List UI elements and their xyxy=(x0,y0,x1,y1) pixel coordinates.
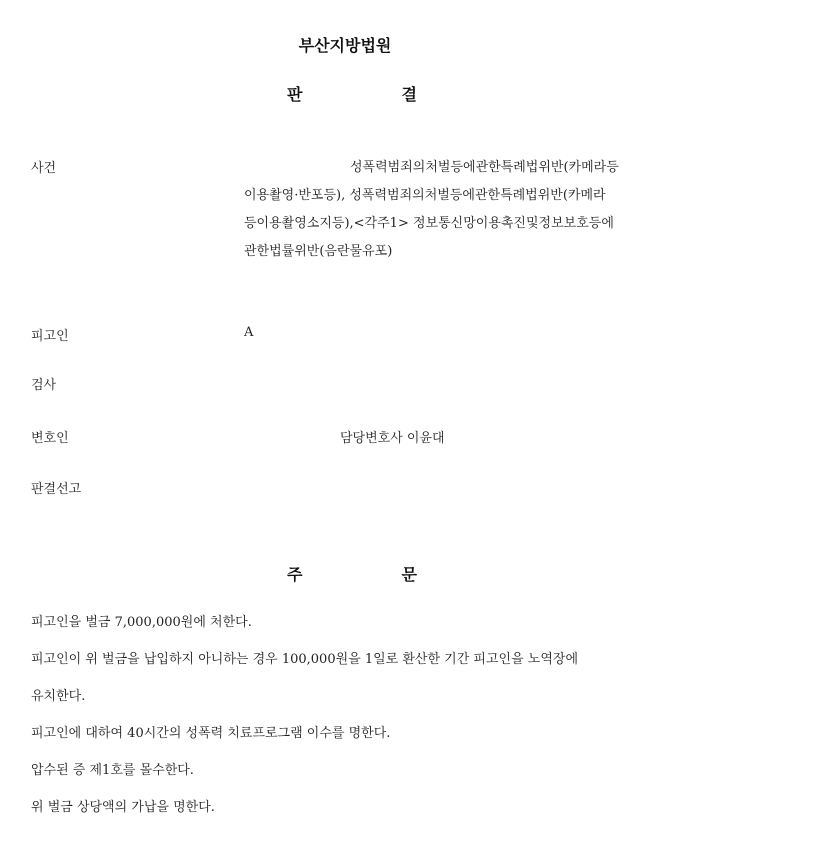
order-title-left: 주 xyxy=(287,565,303,584)
order-title-right: 문 xyxy=(401,565,417,584)
counsel-label: 변호인 xyxy=(31,431,69,446)
order-line: 피고인이 위 벌금을 납입하지 아니하는 경우 100,000원을 1일로 환산한 기간 피고인을 노역장에 xyxy=(31,652,579,667)
order-body xyxy=(31,604,711,826)
document-title-right: 결 xyxy=(401,85,417,104)
sentencing-date-label: 판결선고 xyxy=(31,482,82,497)
case-name-line: 성폭력범죄의처벌등에관한특례법위반(카메라등 xyxy=(350,160,619,175)
case-label: 사건 xyxy=(31,161,57,176)
case-name xyxy=(244,154,674,266)
document-title-left: 판 xyxy=(287,85,303,104)
order-line: 위 벌금 상당액의 가납을 명한다. xyxy=(31,800,215,815)
case-name-line: 관한법률위반(음란물유포) xyxy=(244,244,393,259)
order-title xyxy=(287,562,417,585)
case-name-line: 등이용촬영소지등),<각주1> 정보통신망이용촉진및정보보호등에 xyxy=(244,216,614,231)
prosecutor-label: 검사 xyxy=(31,378,57,393)
counsel-value: 담당변호사 이윤대 xyxy=(340,431,445,446)
document-title xyxy=(287,82,417,105)
order-line: 유치한다. xyxy=(31,689,86,704)
defendant-label: 피고인 xyxy=(31,329,69,344)
order-line: 압수된 증 제1호를 몰수한다. xyxy=(31,763,194,778)
defendant-value: A xyxy=(244,325,254,340)
case-name-line: 이용촬영·반포등), 성폭력범죄의처벌등에관한특례법위반(카메라 xyxy=(244,188,606,203)
order-line: 피고인을 벌금 7,000,000원에 처한다. xyxy=(31,615,252,630)
order-line: 피고인에 대하여 40시간의 성폭력 치료프로그램 이수를 명한다. xyxy=(31,726,391,741)
court-name: 부산지방법원 xyxy=(298,36,392,55)
